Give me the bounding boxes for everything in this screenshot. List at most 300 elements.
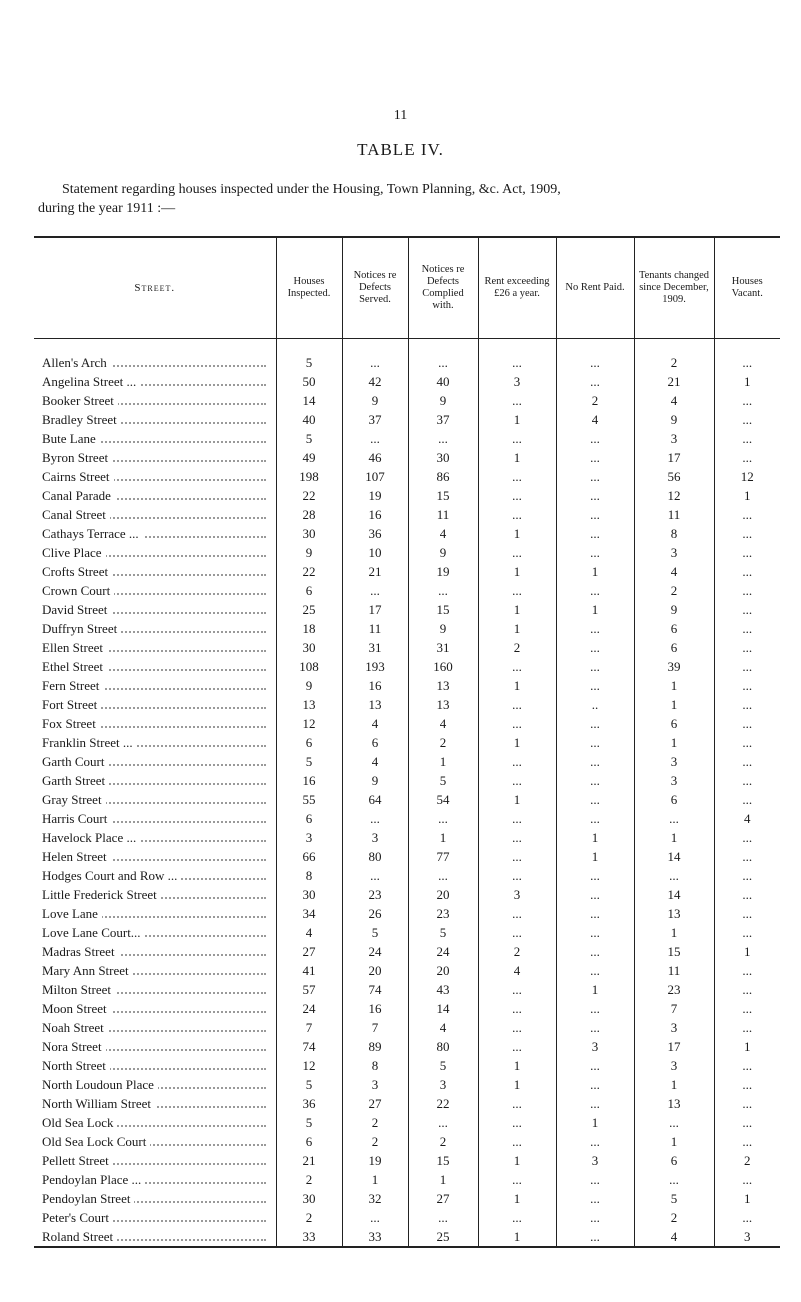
cell-street-name — [34, 790, 276, 809]
cell-houses-inspected: 66 — [276, 847, 342, 866]
cell-rent-exceeding: ... — [478, 847, 556, 866]
cell-tenants-changed: 1 — [634, 1075, 714, 1094]
cell-rent-exceeding: 1 — [478, 1056, 556, 1075]
table-row — [34, 999, 780, 1018]
cell-notices-complied: 4 — [408, 1018, 478, 1037]
cell-rent-exceeding: 1 — [478, 410, 556, 429]
cell-notices-served: ... — [342, 339, 408, 373]
cell-no-rent-paid: ... — [556, 676, 634, 695]
cell-houses-vacant: ... — [714, 1170, 780, 1189]
cell-tenants-changed: 2 — [634, 1208, 714, 1227]
cell-houses-vacant: ... — [714, 505, 780, 524]
cell-houses-inspected: 57 — [276, 980, 342, 999]
cell-houses-vacant: 1 — [714, 1189, 780, 1208]
cell-houses-vacant: ... — [714, 752, 780, 771]
cell-rent-exceeding: ... — [478, 486, 556, 505]
cell-tenants-changed: 9 — [634, 410, 714, 429]
table-row — [34, 524, 780, 543]
cell-houses-inspected: 22 — [276, 562, 342, 581]
street-name-text: Garth Street — [42, 773, 109, 788]
table-row — [34, 448, 780, 467]
cell-no-rent-paid: .. — [556, 695, 634, 714]
cell-rent-exceeding: 4 — [478, 961, 556, 980]
table-row — [34, 1037, 780, 1056]
cell-notices-served: ... — [342, 866, 408, 885]
cell-street-name — [34, 942, 276, 961]
cell-houses-vacant: ... — [714, 1075, 780, 1094]
cell-street-name — [34, 1189, 276, 1208]
cell-notices-complied: 9 — [408, 619, 478, 638]
cell-houses-inspected: 36 — [276, 1094, 342, 1113]
cell-rent-exceeding: 1 — [478, 619, 556, 638]
cell-no-rent-paid: 1 — [556, 828, 634, 847]
cell-houses-vacant: ... — [714, 1208, 780, 1227]
table-row — [34, 657, 780, 676]
cell-street-name — [34, 961, 276, 980]
cell-street-name — [34, 980, 276, 999]
cell-street-name — [34, 562, 276, 581]
cell-tenants-changed: 12 — [634, 486, 714, 505]
cell-no-rent-paid: ... — [556, 619, 634, 638]
table-row — [34, 1189, 780, 1208]
cell-houses-inspected: 2 — [276, 1208, 342, 1227]
cell-no-rent-paid: ... — [556, 1094, 634, 1113]
cell-houses-inspected: 7 — [276, 1018, 342, 1037]
cell-notices-complied: 5 — [408, 923, 478, 942]
street-name-text: Milton Street — [42, 982, 115, 997]
street-name-text: Cathays Terrace ... — [42, 526, 143, 541]
cell-houses-vacant: ... — [714, 391, 780, 410]
cell-houses-vacant: ... — [714, 448, 780, 467]
table-row — [34, 1018, 780, 1037]
cell-tenants-changed: 6 — [634, 1151, 714, 1170]
cell-houses-vacant: ... — [714, 543, 780, 562]
street-name-text: Havelock Place ... — [42, 830, 140, 845]
cell-no-rent-paid: ... — [556, 999, 634, 1018]
cell-no-rent-paid: ... — [556, 657, 634, 676]
header-houses-vacant: Houses Vacant. — [714, 237, 780, 339]
table-row — [34, 619, 780, 638]
cell-houses-vacant: 1 — [714, 372, 780, 391]
cell-houses-inspected: 3 — [276, 828, 342, 847]
cell-rent-exceeding: ... — [478, 339, 556, 373]
table-row — [34, 372, 780, 391]
cell-rent-exceeding: ... — [478, 828, 556, 847]
table-row — [34, 1227, 780, 1247]
cell-no-rent-paid: ... — [556, 942, 634, 961]
cell-rent-exceeding: 1 — [478, 600, 556, 619]
street-name-text: Clive Place — [42, 545, 106, 560]
cell-tenants-changed: 4 — [634, 1227, 714, 1247]
cell-street-name — [34, 1132, 276, 1151]
street-name-text: Moon Street — [42, 1001, 111, 1016]
cell-houses-inspected: 5 — [276, 339, 342, 373]
street-name-text: Pendoylan Street — [42, 1191, 134, 1206]
cell-notices-served: 16 — [342, 676, 408, 695]
cell-notices-complied: ... — [408, 866, 478, 885]
cell-rent-exceeding: ... — [478, 1018, 556, 1037]
cell-houses-vacant: ... — [714, 771, 780, 790]
cell-no-rent-paid: ... — [556, 1132, 634, 1151]
cell-houses-vacant: 1 — [714, 1037, 780, 1056]
cell-notices-served: 107 — [342, 467, 408, 486]
street-name-text: Peter's Court — [42, 1210, 113, 1225]
cell-rent-exceeding: ... — [478, 980, 556, 999]
cell-no-rent-paid: 2 — [556, 391, 634, 410]
street-name-text: Old Sea Lock Court — [42, 1134, 150, 1149]
cell-notices-complied: 160 — [408, 657, 478, 676]
cell-no-rent-paid: ... — [556, 1227, 634, 1247]
table-row — [34, 790, 780, 809]
cell-houses-inspected: 6 — [276, 809, 342, 828]
cell-tenants-changed: 3 — [634, 543, 714, 562]
header-rent-exceeding: Rent exceeding £26 a year. — [478, 237, 556, 339]
table-row — [34, 714, 780, 733]
cell-notices-served: 16 — [342, 505, 408, 524]
cell-houses-inspected: 4 — [276, 923, 342, 942]
cell-no-rent-paid: ... — [556, 904, 634, 923]
cell-notices-served: 27 — [342, 1094, 408, 1113]
cell-no-rent-paid: ... — [556, 1056, 634, 1075]
cell-tenants-changed: 1 — [634, 828, 714, 847]
cell-no-rent-paid: ... — [556, 961, 634, 980]
table-row — [34, 600, 780, 619]
cell-notices-served: 9 — [342, 771, 408, 790]
cell-houses-vacant: ... — [714, 695, 780, 714]
table-row — [34, 1075, 780, 1094]
street-name-text: Crofts Street — [42, 564, 112, 579]
cell-houses-vacant: ... — [714, 1056, 780, 1075]
table-row — [34, 391, 780, 410]
street-name-text: Little Frederick Street — [42, 887, 161, 902]
cell-tenants-changed: 13 — [634, 1094, 714, 1113]
cell-tenants-changed: 56 — [634, 467, 714, 486]
cell-street-name — [34, 657, 276, 676]
cell-no-rent-paid: ... — [556, 752, 634, 771]
street-name-text: Bradley Street — [42, 412, 121, 427]
cell-notices-served: ... — [342, 429, 408, 448]
cell-tenants-changed: 21 — [634, 372, 714, 391]
cell-no-rent-paid: 1 — [556, 562, 634, 581]
cell-street-name — [34, 619, 276, 638]
cell-street-name — [34, 866, 276, 885]
cell-rent-exceeding: ... — [478, 543, 556, 562]
cell-tenants-changed: 2 — [634, 581, 714, 600]
cell-notices-served: 13 — [342, 695, 408, 714]
cell-rent-exceeding: ... — [478, 771, 556, 790]
cell-tenants-changed: ... — [634, 1113, 714, 1132]
cell-rent-exceeding: 1 — [478, 790, 556, 809]
cell-notices-served: 193 — [342, 657, 408, 676]
table-row — [34, 885, 780, 904]
cell-tenants-changed: 14 — [634, 847, 714, 866]
cell-notices-served: 32 — [342, 1189, 408, 1208]
cell-rent-exceeding: ... — [478, 752, 556, 771]
cell-notices-complied: 15 — [408, 486, 478, 505]
cell-notices-served: 31 — [342, 638, 408, 657]
cell-notices-complied: 77 — [408, 847, 478, 866]
table-row — [34, 1208, 780, 1227]
cell-notices-served: 19 — [342, 1151, 408, 1170]
cell-tenants-changed: 1 — [634, 923, 714, 942]
cell-notices-served: 10 — [342, 543, 408, 562]
street-name-text: Love Lane Court... — [42, 925, 145, 940]
cell-street-name — [34, 524, 276, 543]
cell-notices-served: 24 — [342, 942, 408, 961]
cell-street-name — [34, 1113, 276, 1132]
cell-notices-complied: 23 — [408, 904, 478, 923]
cell-notices-complied: 24 — [408, 942, 478, 961]
cell-no-rent-paid: ... — [556, 733, 634, 752]
cell-street-name — [34, 505, 276, 524]
cell-street-name — [34, 771, 276, 790]
cell-notices-complied: 19 — [408, 562, 478, 581]
cell-notices-complied: 3 — [408, 1075, 478, 1094]
cell-tenants-changed: 23 — [634, 980, 714, 999]
cell-houses-vacant: ... — [714, 619, 780, 638]
table-row — [34, 809, 780, 828]
street-name-text: Pendoylan Place ... — [42, 1172, 145, 1187]
cell-notices-served: 4 — [342, 752, 408, 771]
cell-rent-exceeding: ... — [478, 1132, 556, 1151]
cell-notices-complied: 1 — [408, 752, 478, 771]
table-row — [34, 847, 780, 866]
cell-notices-complied: ... — [408, 339, 478, 373]
cell-rent-exceeding: ... — [478, 999, 556, 1018]
table-row — [34, 505, 780, 524]
cell-houses-vacant: ... — [714, 600, 780, 619]
table-row — [34, 486, 780, 505]
cell-tenants-changed: 3 — [634, 1056, 714, 1075]
cell-notices-complied: ... — [408, 429, 478, 448]
cell-houses-inspected: 14 — [276, 391, 342, 410]
cell-houses-vacant: 1 — [714, 942, 780, 961]
cell-street-name — [34, 714, 276, 733]
street-name-text: Fort Street — [42, 697, 101, 712]
cell-houses-vacant: ... — [714, 733, 780, 752]
cell-street-name — [34, 695, 276, 714]
cell-tenants-changed: 3 — [634, 1018, 714, 1037]
cell-houses-vacant: ... — [714, 429, 780, 448]
cell-street-name — [34, 486, 276, 505]
cell-street-name — [34, 999, 276, 1018]
cell-rent-exceeding: ... — [478, 1113, 556, 1132]
street-name-text: Nora Street — [42, 1039, 106, 1054]
cell-notices-served: 64 — [342, 790, 408, 809]
table-row — [34, 1056, 780, 1075]
cell-houses-inspected: 13 — [276, 695, 342, 714]
cell-notices-served: 2 — [342, 1113, 408, 1132]
cell-no-rent-paid: ... — [556, 581, 634, 600]
cell-notices-complied: 4 — [408, 524, 478, 543]
cell-houses-inspected: 34 — [276, 904, 342, 923]
cell-notices-complied: 13 — [408, 676, 478, 695]
cell-tenants-changed: 6 — [634, 619, 714, 638]
cell-notices-complied: 54 — [408, 790, 478, 809]
cell-houses-inspected: 24 — [276, 999, 342, 1018]
cell-rent-exceeding: 1 — [478, 1151, 556, 1170]
cell-houses-inspected: 27 — [276, 942, 342, 961]
cell-street-name — [34, 581, 276, 600]
cell-houses-vacant: 2 — [714, 1151, 780, 1170]
cell-notices-complied: 30 — [408, 448, 478, 467]
street-name-text: Gray Street — [42, 792, 106, 807]
cell-notices-served: 19 — [342, 486, 408, 505]
cell-notices-complied: ... — [408, 1113, 478, 1132]
cell-tenants-changed: 17 — [634, 448, 714, 467]
cell-street-name — [34, 847, 276, 866]
cell-notices-served: 1 — [342, 1170, 408, 1189]
cell-no-rent-paid: 1 — [556, 980, 634, 999]
cell-street-name — [34, 1151, 276, 1170]
cell-houses-inspected: 12 — [276, 1056, 342, 1075]
cell-rent-exceeding: 1 — [478, 1227, 556, 1247]
cell-houses-vacant: ... — [714, 638, 780, 657]
cell-street-name — [34, 391, 276, 410]
table-row — [34, 695, 780, 714]
cell-houses-vacant: ... — [714, 1094, 780, 1113]
table-row — [34, 733, 780, 752]
street-name-text: Byron Street — [42, 450, 112, 465]
cell-houses-vacant: 4 — [714, 809, 780, 828]
cell-street-name — [34, 1056, 276, 1075]
cell-houses-vacant: ... — [714, 904, 780, 923]
cell-street-name — [34, 828, 276, 847]
cell-street-name — [34, 543, 276, 562]
cell-no-rent-paid: ... — [556, 543, 634, 562]
table-row — [34, 1094, 780, 1113]
cell-rent-exceeding: ... — [478, 923, 556, 942]
cell-no-rent-paid: ... — [556, 923, 634, 942]
cell-notices-complied: 9 — [408, 543, 478, 562]
cell-houses-vacant: ... — [714, 961, 780, 980]
cell-rent-exceeding: ... — [478, 505, 556, 524]
cell-rent-exceeding: ... — [478, 695, 556, 714]
housing-inspection-table — [34, 236, 780, 1248]
table-title: TABLE IV. — [357, 140, 444, 159]
street-name-text: Allen's Arch — [42, 355, 111, 370]
cell-tenants-changed: 11 — [634, 961, 714, 980]
cell-houses-inspected: 6 — [276, 581, 342, 600]
page-number: 11 — [393, 108, 408, 123]
cell-notices-complied: 22 — [408, 1094, 478, 1113]
cell-no-rent-paid: 1 — [556, 847, 634, 866]
cell-houses-inspected: 6 — [276, 1132, 342, 1151]
table-row — [34, 638, 780, 657]
cell-no-rent-paid: ... — [556, 1075, 634, 1094]
cell-notices-served: ... — [342, 1208, 408, 1227]
cell-tenants-changed: 17 — [634, 1037, 714, 1056]
cell-notices-complied: 15 — [408, 600, 478, 619]
street-name-text: Crown Court — [42, 583, 114, 598]
cell-tenants-changed: 2 — [634, 339, 714, 373]
cell-rent-exceeding: ... — [478, 809, 556, 828]
street-name-text: Duffryn Street — [42, 621, 121, 636]
cell-notices-complied: 9 — [408, 391, 478, 410]
cell-houses-inspected: 30 — [276, 1189, 342, 1208]
cell-street-name — [34, 467, 276, 486]
cell-no-rent-paid: 3 — [556, 1151, 634, 1170]
cell-street-name — [34, 372, 276, 391]
cell-notices-served: 42 — [342, 372, 408, 391]
cell-no-rent-paid: ... — [556, 467, 634, 486]
cell-no-rent-paid: ... — [556, 429, 634, 448]
cell-tenants-changed: 4 — [634, 391, 714, 410]
cell-houses-vacant: ... — [714, 410, 780, 429]
cell-notices-served: ... — [342, 581, 408, 600]
cell-rent-exceeding: ... — [478, 866, 556, 885]
cell-houses-vacant: ... — [714, 524, 780, 543]
cell-houses-vacant: ... — [714, 581, 780, 600]
cell-notices-complied: 27 — [408, 1189, 478, 1208]
cell-notices-complied: 5 — [408, 771, 478, 790]
cell-tenants-changed: ... — [634, 809, 714, 828]
cell-houses-inspected: 30 — [276, 524, 342, 543]
cell-notices-served: 37 — [342, 410, 408, 429]
cell-tenants-changed: 15 — [634, 942, 714, 961]
cell-notices-served: ... — [342, 809, 408, 828]
street-name-text: Harris Court — [42, 811, 111, 826]
cell-rent-exceeding: 2 — [478, 942, 556, 961]
table-row — [34, 581, 780, 600]
cell-no-rent-paid: ... — [556, 638, 634, 657]
cell-tenants-changed: 3 — [634, 771, 714, 790]
table-row — [34, 1113, 780, 1132]
cell-notices-served: 9 — [342, 391, 408, 410]
cell-tenants-changed: 1 — [634, 1132, 714, 1151]
street-name-text: Ellen Street — [42, 640, 107, 655]
cell-street-name — [34, 885, 276, 904]
cell-rent-exceeding: ... — [478, 1208, 556, 1227]
cell-houses-vacant: ... — [714, 885, 780, 904]
cell-no-rent-paid: 1 — [556, 600, 634, 619]
cell-rent-exceeding: ... — [478, 1094, 556, 1113]
cell-street-name — [34, 1018, 276, 1037]
header-tenants-changed: Tenants changed since December, 1909. — [634, 237, 714, 339]
cell-tenants-changed: 13 — [634, 904, 714, 923]
table-row — [34, 467, 780, 486]
cell-tenants-changed: 3 — [634, 429, 714, 448]
cell-houses-inspected: 5 — [276, 1075, 342, 1094]
cell-rent-exceeding: 1 — [478, 676, 556, 695]
cell-notices-served: 17 — [342, 600, 408, 619]
street-name-text: Mary Ann Street — [42, 963, 133, 978]
cell-notices-served: 6 — [342, 733, 408, 752]
table-row — [34, 676, 780, 695]
cell-notices-complied: 31 — [408, 638, 478, 657]
table-row — [34, 752, 780, 771]
cell-tenants-changed: 1 — [634, 695, 714, 714]
cell-notices-complied: ... — [408, 809, 478, 828]
cell-tenants-changed: 6 — [634, 714, 714, 733]
cell-houses-inspected: 5 — [276, 429, 342, 448]
cell-notices-served: 46 — [342, 448, 408, 467]
cell-no-rent-paid: ... — [556, 524, 634, 543]
cell-rent-exceeding: 3 — [478, 885, 556, 904]
cell-notices-served: 21 — [342, 562, 408, 581]
cell-houses-vacant: ... — [714, 1113, 780, 1132]
cell-houses-inspected: 2 — [276, 1170, 342, 1189]
cell-houses-inspected: 108 — [276, 657, 342, 676]
table-row — [34, 562, 780, 581]
cell-rent-exceeding: 1 — [478, 733, 556, 752]
cell-street-name — [34, 733, 276, 752]
cell-notices-complied: 13 — [408, 695, 478, 714]
cell-notices-complied: 86 — [408, 467, 478, 486]
cell-street-name — [34, 339, 276, 373]
cell-notices-complied: ... — [408, 581, 478, 600]
table-row — [34, 771, 780, 790]
